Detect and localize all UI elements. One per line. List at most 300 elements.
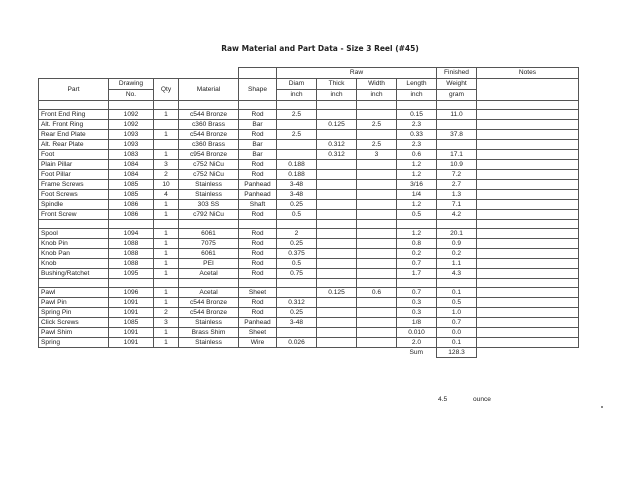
- weight-cell: [437, 140, 477, 150]
- length-cell: 0.5: [397, 210, 437, 220]
- qty-cell: 1: [154, 288, 179, 298]
- length-cell: 0.7: [397, 259, 437, 269]
- notes-cell: [477, 170, 579, 180]
- scan-mark: [601, 406, 603, 408]
- length-cell: 2.0: [397, 338, 437, 348]
- diam-cell: 0.25: [277, 200, 317, 210]
- sheet-title: Raw Material and Part Data - Size 3 Reel (#45): [221, 44, 419, 53]
- material-cell: 6061: [179, 249, 239, 259]
- part-cell: Rear End Plate: [39, 130, 109, 140]
- diam-cell: 0.312: [277, 298, 317, 308]
- thick-cell: [317, 110, 357, 120]
- sum-row: [39, 348, 579, 358]
- empty-cell: [109, 101, 154, 110]
- table-row: [39, 288, 579, 298]
- width-cell: [357, 210, 397, 220]
- length-cell: 0.33: [397, 130, 437, 140]
- notes-cell: [477, 200, 579, 210]
- sum-label: Sum: [409, 349, 424, 357]
- diam-cell: 3-48: [277, 180, 317, 190]
- length-cell: 1/8: [397, 318, 437, 328]
- empty-cell: [317, 101, 357, 110]
- diam-header: Diam: [277, 79, 317, 90]
- qty-cell: 1: [154, 229, 179, 239]
- table-row: [39, 308, 579, 318]
- part-cell: Click Screws: [39, 318, 109, 328]
- empty-cell: [437, 220, 477, 229]
- thick-cell: [317, 239, 357, 249]
- empty-cell: [317, 348, 357, 358]
- drawing-no-cell: 1095: [109, 269, 154, 279]
- length-cell: 0.010: [397, 328, 437, 338]
- width-cell: 0.6: [357, 288, 397, 298]
- thick-cell: 0.312: [317, 150, 357, 160]
- notes-cell: [477, 298, 579, 308]
- raw-header: Raw: [277, 68, 437, 79]
- spacer-row: [39, 220, 579, 229]
- qty-cell: [154, 120, 179, 130]
- weight-unit: gram: [437, 90, 477, 101]
- shape-cell: Panhead: [239, 318, 277, 328]
- thick-cell: [317, 130, 357, 140]
- drawing-no-cell: 1088: [109, 259, 154, 269]
- part-cell: Alt. Front Ring: [39, 120, 109, 130]
- ounce-label: ounce: [473, 396, 491, 403]
- part-cell: Pawl Pin: [39, 298, 109, 308]
- width-cell: [357, 298, 397, 308]
- material-cell: Acetal: [179, 288, 239, 298]
- table-row: [39, 229, 579, 239]
- empty-cell: [239, 101, 277, 110]
- empty-cell: [437, 279, 477, 288]
- length-cell: 0.15: [397, 110, 437, 120]
- weight-cell: 20.1: [437, 229, 477, 239]
- drawing-no-header: No.: [109, 90, 154, 101]
- diam-cell: 0.5: [277, 210, 317, 220]
- width-unit: inch: [357, 90, 397, 101]
- empty-cell: [39, 279, 109, 288]
- diam-cell: [277, 140, 317, 150]
- weight-cell: 0.9: [437, 239, 477, 249]
- shape-cell: Bar: [239, 150, 277, 160]
- length-cell: 0.8: [397, 239, 437, 249]
- weight-cell: 2.7: [437, 180, 477, 190]
- table-row: [39, 298, 579, 308]
- width-cell: [357, 130, 397, 140]
- empty-cell: [277, 279, 317, 288]
- diam-cell: 0.188: [277, 170, 317, 180]
- weight-cell: 37.8: [437, 130, 477, 140]
- weight-cell: 7.2: [437, 170, 477, 180]
- material-cell: c792 NiCu: [179, 210, 239, 220]
- empty-cell: [179, 101, 239, 110]
- shape-cell: Shaft: [239, 200, 277, 210]
- part-header: Part: [39, 79, 109, 101]
- empty-cell: [39, 220, 109, 229]
- part-cell: Knob Pin: [39, 239, 109, 249]
- table-row: [39, 328, 579, 338]
- part-cell: Foot: [39, 150, 109, 160]
- spacer-row: [39, 101, 579, 110]
- width-cell: [357, 239, 397, 249]
- shape-cell: Rod: [239, 249, 277, 259]
- thick-cell: [317, 318, 357, 328]
- drawing-no-cell: 1096: [109, 288, 154, 298]
- notes-cell: [477, 120, 579, 130]
- qty-cell: 2: [154, 170, 179, 180]
- material-cell: Stainless: [179, 318, 239, 328]
- notes-header: Notes: [477, 68, 579, 79]
- shape-cell: Bar: [239, 120, 277, 130]
- part-cell: Pawl: [39, 288, 109, 298]
- diam-cell: 0.75: [277, 269, 317, 279]
- empty-cell: [154, 220, 179, 229]
- material-cell: Stainless: [179, 180, 239, 190]
- drawing-no-cell: 1094: [109, 229, 154, 239]
- weight-cell: 4.2: [437, 210, 477, 220]
- material-cell: PEI: [179, 259, 239, 269]
- diam-cell: 0.026: [277, 338, 317, 348]
- thick-cell: [317, 190, 357, 200]
- qty-cell: 3: [154, 160, 179, 170]
- table-row: [39, 239, 579, 249]
- drawing-no-cell: 1092: [109, 110, 154, 120]
- width-cell: [357, 170, 397, 180]
- shape-cell: Wire: [239, 338, 277, 348]
- diam-unit: inch: [277, 90, 317, 101]
- table-row: [39, 249, 579, 259]
- weight-cell: 4.3: [437, 269, 477, 279]
- drawing-no-cell: 1086: [109, 200, 154, 210]
- empty-cell: [109, 220, 154, 229]
- width-cell: [357, 318, 397, 328]
- shape-cell: Rod: [239, 130, 277, 140]
- part-cell: Bushing/Ratchet: [39, 269, 109, 279]
- table-row: [39, 269, 579, 279]
- thick-cell: [317, 328, 357, 338]
- drawing-no-cell: 1093: [109, 140, 154, 150]
- thick-cell: [317, 160, 357, 170]
- empty-cell: [397, 220, 437, 229]
- qty-cell: 4: [154, 190, 179, 200]
- weight-cell: 17.1: [437, 150, 477, 160]
- shape-cell: Panhead: [239, 190, 277, 200]
- material-cell: c544 Bronze: [179, 110, 239, 120]
- material-cell: Stainless: [179, 190, 239, 200]
- notes-cell: [477, 318, 579, 328]
- weight-cell: 0.7: [437, 318, 477, 328]
- notes-cell: [477, 338, 579, 348]
- table-row: [39, 180, 579, 190]
- sum-grams: 128.3: [437, 348, 477, 358]
- empty-cell: [317, 220, 357, 229]
- length-cell: 1.7: [397, 269, 437, 279]
- qty-cell: 3: [154, 318, 179, 328]
- width-cell: 2.5: [357, 140, 397, 150]
- empty-cell: [39, 348, 109, 358]
- diam-cell: 0.25: [277, 239, 317, 249]
- weight-header: Weight: [437, 79, 477, 90]
- width-cell: [357, 190, 397, 200]
- shape-cell: Rod: [239, 308, 277, 318]
- thick-cell: 0.125: [317, 120, 357, 130]
- weight-cell: 0.0: [437, 328, 477, 338]
- thick-cell: 0.312: [317, 140, 357, 150]
- material-cell: c954 Bronze: [179, 150, 239, 160]
- length-cell: 0.7: [397, 288, 437, 298]
- diam-cell: 0.188: [277, 160, 317, 170]
- material-cell: Acetal: [179, 269, 239, 279]
- empty-cell: [397, 101, 437, 110]
- thick-cell: [317, 229, 357, 239]
- length-cell: 1.2: [397, 160, 437, 170]
- drawing-no-cell: 1091: [109, 308, 154, 318]
- part-cell: Knob Pan: [39, 249, 109, 259]
- part-cell: Front Screw: [39, 210, 109, 220]
- width-cell: [357, 110, 397, 120]
- width-cell: [357, 259, 397, 269]
- diam-cell: 3-48: [277, 318, 317, 328]
- notes-cell: [477, 210, 579, 220]
- thick-cell: [317, 308, 357, 318]
- qty-cell: 1: [154, 338, 179, 348]
- shape-cell: Rod: [239, 170, 277, 180]
- width-cell: [357, 338, 397, 348]
- shape-header: Shape: [239, 79, 277, 101]
- qty-cell: 1: [154, 269, 179, 279]
- part-cell: Spring Pin: [39, 308, 109, 318]
- qty-cell: 2: [154, 308, 179, 318]
- qty-cell: 1: [154, 239, 179, 249]
- notes-cell: [477, 110, 579, 120]
- table-row: [39, 318, 579, 328]
- thick-cell: [317, 249, 357, 259]
- drawing-no-cell: 1083: [109, 150, 154, 160]
- empty-cell: [277, 101, 317, 110]
- qty-cell: 1: [154, 200, 179, 210]
- length-cell: 1/4: [397, 190, 437, 200]
- drawing-no-cell: 1091: [109, 338, 154, 348]
- drawing-no-cell: 1093: [109, 130, 154, 140]
- thick-cell: 0.125: [317, 288, 357, 298]
- notes-cell: [477, 79, 579, 101]
- material-cell: c360 Brass: [179, 140, 239, 150]
- notes-cell: [477, 269, 579, 279]
- qty-cell: 1: [154, 130, 179, 140]
- drawing-no-cell: 1088: [109, 239, 154, 249]
- thick-cell: [317, 298, 357, 308]
- width-header: Width: [357, 79, 397, 90]
- empty-cell: [357, 348, 397, 358]
- qty-cell: [154, 140, 179, 150]
- empty-cell: [109, 348, 154, 358]
- material-cell: c752 NiCu: [179, 160, 239, 170]
- empty-cell: [239, 220, 277, 229]
- empty-cell: [239, 279, 277, 288]
- shape-cell: Rod: [239, 259, 277, 269]
- notes-cell: [477, 229, 579, 239]
- diam-cell: 3-48: [277, 190, 317, 200]
- part-cell: Alt. Rear Plate: [39, 140, 109, 150]
- part-cell: Front End Ring: [39, 110, 109, 120]
- table-row: [39, 140, 579, 150]
- weight-cell: 10.9: [437, 160, 477, 170]
- empty-cell: [277, 348, 317, 358]
- qty-cell: 1: [154, 210, 179, 220]
- drawing-no-cell: 1084: [109, 170, 154, 180]
- shape-cell: Bar: [239, 140, 277, 150]
- drawing-no-cell: 1091: [109, 328, 154, 338]
- empty-cell: [277, 220, 317, 229]
- diam-cell: [277, 288, 317, 298]
- table-row: [39, 150, 579, 160]
- qty-header: Qty: [154, 79, 179, 101]
- empty-cell: [39, 101, 109, 110]
- drawing-no-cell: 1091: [109, 298, 154, 308]
- table-row: [39, 210, 579, 220]
- thick-cell: [317, 338, 357, 348]
- empty-cell: [397, 279, 437, 288]
- diam-cell: 2: [277, 229, 317, 239]
- empty-cell: [154, 279, 179, 288]
- diam-cell: 0.375: [277, 249, 317, 259]
- notes-cell: [477, 259, 579, 269]
- weight-cell: 11.0: [437, 110, 477, 120]
- part-cell: Spring: [39, 338, 109, 348]
- table-row: [39, 160, 579, 170]
- length-cell: 0.6: [397, 150, 437, 160]
- thick-cell: [317, 269, 357, 279]
- empty-cell: [154, 101, 179, 110]
- empty-cell: [437, 101, 477, 110]
- material-cell: Brass Shim: [179, 328, 239, 338]
- length-cell: 1.2: [397, 229, 437, 239]
- thick-cell: [317, 259, 357, 269]
- qty-cell: 1: [154, 110, 179, 120]
- drawing-header: Drawing: [109, 79, 154, 90]
- length-cell: 2.3: [397, 140, 437, 150]
- spacer-row: [39, 279, 579, 288]
- shape-cell: Rod: [239, 298, 277, 308]
- material-cell: 303 SS: [179, 200, 239, 210]
- notes-cell: [477, 288, 579, 298]
- part-cell: Knob: [39, 259, 109, 269]
- shape-cell: Rod: [239, 110, 277, 120]
- total-ounces: 4.5: [438, 396, 448, 403]
- shape-cell: Rod: [239, 160, 277, 170]
- empty-cell: [357, 101, 397, 110]
- weight-cell: 1.3: [437, 190, 477, 200]
- material-cell: c544 Bronze: [179, 298, 239, 308]
- length-cell: 3/16: [397, 180, 437, 190]
- notes-cell: [477, 190, 579, 200]
- length-cell: 0.2: [397, 249, 437, 259]
- width-cell: 3: [357, 150, 397, 160]
- drawing-no-cell: 1085: [109, 318, 154, 328]
- material-cell: 6061: [179, 229, 239, 239]
- empty-cell: [109, 279, 154, 288]
- diam-cell: [277, 328, 317, 338]
- table-row: [39, 130, 579, 140]
- shape-cell: Rod: [239, 229, 277, 239]
- notes-cell: [477, 180, 579, 190]
- table-row: [39, 200, 579, 210]
- width-cell: [357, 229, 397, 239]
- qty-cell: 1: [154, 150, 179, 160]
- part-cell: Foot Screws: [39, 190, 109, 200]
- part-cell: Plain Pillar: [39, 160, 109, 170]
- width-cell: [357, 308, 397, 318]
- part-cell: Frame Screws: [39, 180, 109, 190]
- width-cell: 2.5: [357, 120, 397, 130]
- shape-cell: Panhead: [239, 180, 277, 190]
- width-cell: [357, 160, 397, 170]
- drawing-no-cell: 1085: [109, 190, 154, 200]
- diam-cell: 0.5: [277, 259, 317, 269]
- notes-cell: [477, 308, 579, 318]
- material-cell: c752 NiCu: [179, 170, 239, 180]
- material-cell: c360 Brass: [179, 120, 239, 130]
- drawing-no-cell: 1088: [109, 249, 154, 259]
- length-cell: 1.2: [397, 200, 437, 210]
- weight-cell: 0.2: [437, 249, 477, 259]
- empty-cell: [317, 279, 357, 288]
- notes-cell: [477, 160, 579, 170]
- weight-cell: 1.0: [437, 308, 477, 318]
- length-cell: 2.3: [397, 120, 437, 130]
- material-cell: c544 Bronze: [179, 130, 239, 140]
- empty-cell: [239, 348, 277, 358]
- thick-unit: inch: [317, 90, 357, 101]
- diam-cell: 2.5: [277, 110, 317, 120]
- diam-cell: 0.25: [277, 308, 317, 318]
- table-row: [39, 120, 579, 130]
- width-cell: [357, 200, 397, 210]
- weight-cell: 0.1: [437, 338, 477, 348]
- empty-cell: [357, 220, 397, 229]
- length-unit: inch: [397, 90, 437, 101]
- parts-table: [38, 67, 579, 358]
- drawing-no-cell: 1086: [109, 210, 154, 220]
- empty-cell: [357, 279, 397, 288]
- thick-header: Thick: [317, 79, 357, 90]
- empty-cell: [477, 101, 579, 110]
- weight-cell: 7.1: [437, 200, 477, 210]
- empty-cell: [477, 279, 579, 288]
- width-cell: [357, 180, 397, 190]
- empty-cell: [154, 348, 179, 358]
- material-cell: c544 Bronze: [179, 308, 239, 318]
- table-row: [39, 338, 579, 348]
- thick-cell: [317, 170, 357, 180]
- material-cell: 7075: [179, 239, 239, 249]
- thick-cell: [317, 210, 357, 220]
- length-cell: 0.3: [397, 298, 437, 308]
- empty-cell: [179, 348, 239, 358]
- notes-cell: [477, 328, 579, 338]
- drawing-no-cell: 1084: [109, 160, 154, 170]
- material-header: Material: [179, 79, 239, 101]
- shape-cell: Sheet: [239, 288, 277, 298]
- shape-cell: Rod: [239, 239, 277, 249]
- drawing-no-cell: 1085: [109, 180, 154, 190]
- weight-cell: 0.5: [437, 298, 477, 308]
- qty-cell: 10: [154, 180, 179, 190]
- length-cell: 0.3: [397, 308, 437, 318]
- part-cell: Foot Pillar: [39, 170, 109, 180]
- diam-cell: [277, 120, 317, 130]
- shape-cell: Sheet: [239, 328, 277, 338]
